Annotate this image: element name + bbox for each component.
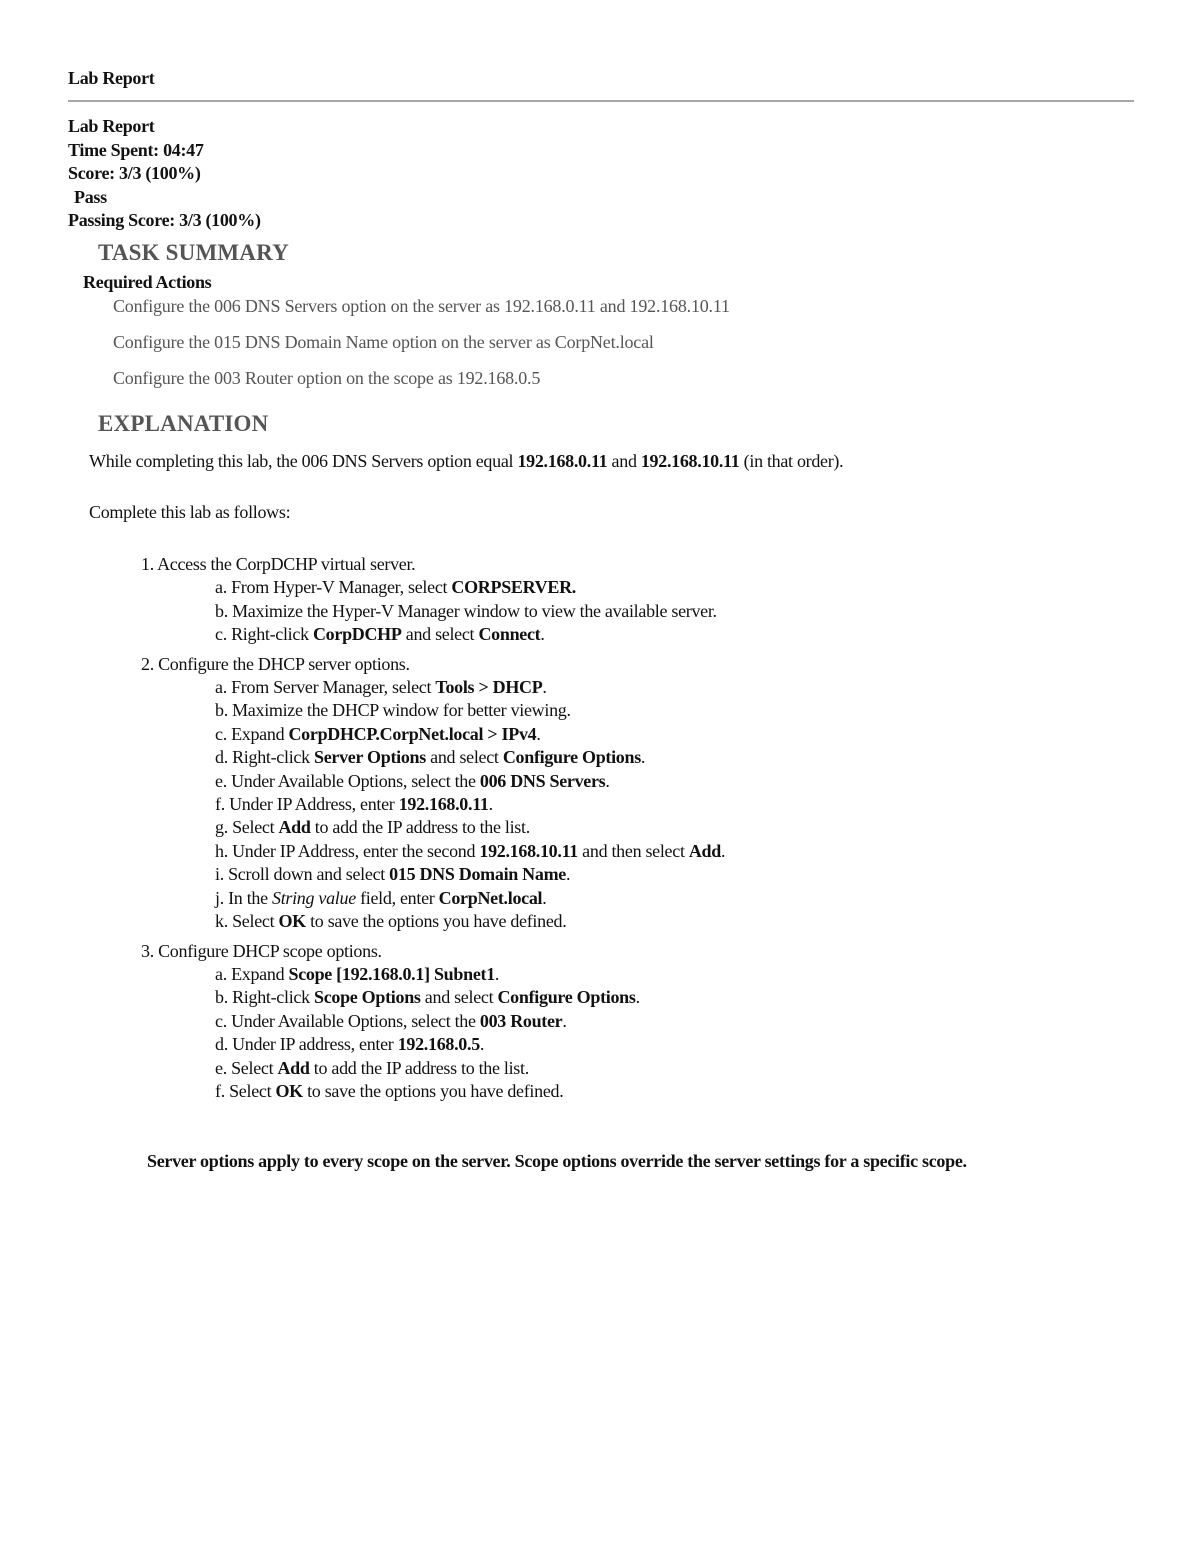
substep <box>215 793 725 816</box>
substep-bold: 003 Router <box>479 1010 563 1031</box>
required-action-item: Configure the 003 Router option on the scope as 192.168.0.5 <box>113 368 541 388</box>
substep-prefix: i. Scroll down and select <box>215 864 390 885</box>
substep-bold: CorpDHCP.CorpNet.local > IPv4 <box>288 723 537 744</box>
substep <box>215 623 725 646</box>
substep <box>215 676 725 699</box>
substep-prefix: e. Under Available Options, select the <box>215 770 480 791</box>
substep-prefix: a. Expand <box>215 963 289 984</box>
substep-prefix: f. Under IP Address, enter <box>215 794 399 815</box>
task-summary-heading: TASK SUMMARY <box>98 240 289 265</box>
substep-bold: CORPSERVER. <box>451 577 576 598</box>
substep-bold2: Configure Options <box>497 987 636 1008</box>
required-actions-title: Required Actions <box>83 272 212 292</box>
substep-suffix: . <box>479 1034 485 1055</box>
substep <box>215 816 725 839</box>
substep-suffix: . <box>542 887 547 908</box>
page-header-title: Lab Report <box>68 68 155 88</box>
result-status: Pass <box>74 186 107 207</box>
substep-suffix: . <box>562 1010 567 1031</box>
substep-bold: 192.168.0.11 <box>398 794 489 815</box>
substep-bold: Server Options <box>313 747 426 768</box>
substep-list <box>141 576 725 646</box>
substep <box>215 840 725 863</box>
substep-prefix: b. Maximize the Hyper-V Manager window to view the available server. <box>215 600 717 621</box>
substep-prefix: d. Under IP address, enter <box>215 1034 398 1055</box>
substep-prefix: b. Maximize the DHCP window for better viewing. <box>215 700 571 721</box>
substep-suffix: . <box>720 840 726 861</box>
substep <box>215 1080 725 1103</box>
substep-suffix: . <box>542 677 547 698</box>
explanation-heading: EXPLANATION <box>98 411 269 436</box>
substep <box>215 1057 725 1080</box>
substep-bold: Add <box>278 817 311 838</box>
report-title: Lab Report <box>68 116 155 136</box>
substep-suffix: . <box>536 723 541 744</box>
intro-ip-1: 192.168.0.11 <box>517 451 608 471</box>
substep-prefix: k. Select <box>215 911 279 932</box>
substep <box>215 887 725 910</box>
substep-bold: Add <box>277 1057 310 1078</box>
substep-bold: 015 DNS Domain Name <box>389 864 566 885</box>
step-title: 1. Access the CorpDCHP virtual server. <box>141 554 416 574</box>
intro-text: While completing this lab, the 006 DNS Servers option equal <box>89 451 518 471</box>
substep-mid: and then select <box>577 840 689 861</box>
substep <box>215 1033 725 1056</box>
instruction-step <box>141 553 725 647</box>
substep-prefix: b. Right-click <box>215 987 314 1008</box>
substep-prefix: d. Right-click <box>215 747 314 768</box>
instruction-steps <box>141 553 725 1109</box>
substep-prefix: g. Select <box>215 817 279 838</box>
substep-suffix: . <box>565 864 571 885</box>
substep-suffix: . <box>540 624 545 645</box>
explanation-intro <box>89 451 843 472</box>
substep-suffix: . <box>605 770 610 791</box>
substep-suffix: to save the options you have defined. <box>305 911 567 932</box>
substep-bold: CorpDCHP <box>312 624 402 645</box>
substep-suffix: to add the IP address to the list. <box>309 1057 529 1078</box>
passing-score: Passing Score: 3/3 (100%) <box>68 210 261 230</box>
step-title: 3. Configure DHCP scope options. <box>141 940 382 961</box>
substep <box>215 986 725 1009</box>
substep-prefix: h. Under IP Address, enter the second <box>215 840 480 861</box>
substep-italic: String value <box>272 887 356 908</box>
substep-mid: and select <box>420 987 498 1008</box>
report-summary <box>68 115 261 233</box>
step-title: 2. Configure the DHCP server options. <box>141 653 410 674</box>
substep-bold2: Add <box>688 840 721 861</box>
substep-bold2: CorpNet.local <box>438 887 543 908</box>
substep-bold: OK <box>278 911 306 932</box>
substep-prefix: e. Select <box>215 1057 278 1078</box>
instruction-step <box>141 940 725 1104</box>
substep <box>215 600 725 623</box>
substep-suffix: to save the options you have defined. <box>302 1080 564 1101</box>
substep-bold: 192.168.10.11 <box>479 840 578 861</box>
time-spent: Time Spent: 04:47 <box>68 139 204 160</box>
substep <box>215 576 725 599</box>
substep-bold: Scope Options <box>313 987 421 1008</box>
substep-bold2: Connect <box>478 624 541 645</box>
substep-bold: 006 DNS Servers <box>479 770 606 791</box>
substep-list <box>141 963 725 1103</box>
instruction-step <box>141 653 725 934</box>
substep-bold: 192.168.0.5 <box>397 1034 480 1055</box>
required-action-item: Configure the 015 DNS Domain Name option on the server as CorpNet.local <box>113 332 654 352</box>
substep-bold: Scope [192.168.0.1] Subnet1 <box>288 963 495 984</box>
substep-prefix: j. In the <box>215 887 272 908</box>
substep-suffix: . <box>488 794 493 815</box>
substep <box>215 746 725 769</box>
substep-prefix: f. Select <box>215 1080 276 1101</box>
substep-prefix: c. Right-click <box>215 624 313 645</box>
intro-ip-2: 192.168.10.11 <box>640 451 740 471</box>
complete-as-follows: Complete this lab as follows: <box>89 502 291 522</box>
substep <box>215 1010 725 1033</box>
substep-mid: field, enter <box>355 887 439 908</box>
substep <box>215 770 725 793</box>
substep-suffix: to add the IP address to the list. <box>310 817 530 838</box>
substep-list <box>141 676 725 933</box>
header-divider <box>68 100 1134 102</box>
substep-bold2: Configure Options <box>502 747 641 768</box>
substep-bold: OK <box>275 1080 303 1101</box>
substep-suffix: . <box>494 963 500 984</box>
substep <box>215 963 725 986</box>
substep <box>215 863 725 886</box>
explanation-note: Server options apply to every scope on the server. Scope options override the server settings for a specific scope. <box>147 1151 967 1171</box>
substep-suffix: . <box>640 747 646 768</box>
substep-prefix: c. Under Available Options, select the <box>215 1010 480 1031</box>
substep <box>215 699 725 722</box>
substep-prefix: a. From Hyper-V Manager, select <box>215 577 452 598</box>
substep-bold: Tools > DHCP <box>435 677 543 698</box>
substep <box>215 910 725 933</box>
intro-text: (in that order). <box>739 451 844 471</box>
score: Score: 3/3 (100%) <box>68 163 201 183</box>
substep <box>215 723 725 746</box>
substep-mid: and select <box>401 624 479 645</box>
substep-prefix: c. Expand <box>215 723 289 744</box>
intro-text: and <box>607 451 641 471</box>
required-action-item: Configure the 006 DNS Servers option on the server as 192.168.0.11 and 192.168.10.11 <box>113 296 730 316</box>
substep-prefix: a. From Server Manager, select <box>215 677 436 698</box>
substep-suffix: . <box>635 987 640 1008</box>
substep-mid: and select <box>425 747 503 768</box>
